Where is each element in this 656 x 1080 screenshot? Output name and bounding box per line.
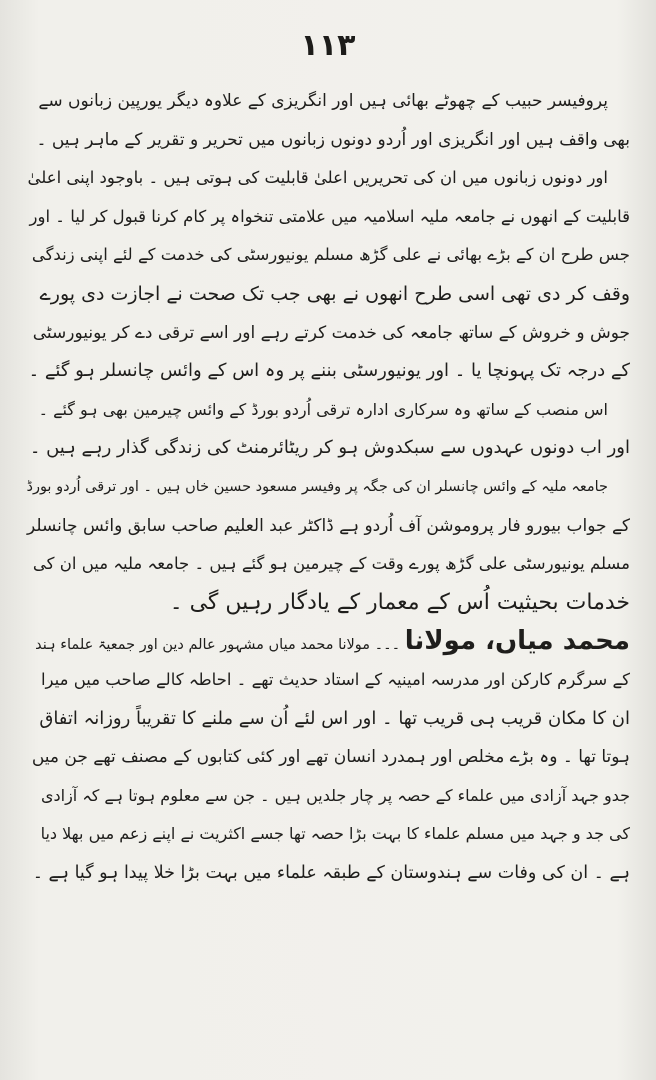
entry-heading: محمد میاں، مولانا [404,626,630,657]
text-line: ان کا مکان قریب ہی قریب تھا ۔ اور اس لئے اُن سے ملنے کا تقریباً روزانہ اتفاق [39,707,630,729]
text-line: اور دونوں زبانوں میں ان کی تحریریں اعلیٰ قابلیت کی ہوتی ہیں ۔ باوجود اپنی اعلیٰ [27,168,608,188]
text-line: اور اب دونوں عہدوں سے سبکدوش ہو کر ریٹائرمنٹ کی زندگی گذار رہے ہیں ۔ [29,437,630,459]
text-line: قابلیت کے انھوں نے جامعہ ملیہ اسلامیہ میں علامتی تنخواہ پر کام کرنا قبول کر لیا ۔ اور [29,206,630,226]
text-line: جوش و خروش کے ساتھ جامعہ کی خدمت کرتے رہے اور اسے ترقی دے کر یونیورسٹی [32,322,630,343]
text-line: کے جواب بیورو فار پروموشن آف اُردو ہے ڈاکٹر عبد العلیم صاحب سابق وائس چانسلر [26,515,630,536]
text-line: پروفیسر حبیب کے چھوٹے بھائی ہیں اور انگریزی کے علاوہ دیگر یورپین زبانوں سے [38,91,608,111]
text-line: ہوتا تھا ۔ وہ بڑے مخلص اور ہمدرد انسان تھے اور کئی کتابوں کے مصنف تھے جن میں [31,747,630,768]
text-line: کے درجہ تک پہونچا یا ۔ اور یونیورسٹی بننے پر وہ اس کے وائس چانسلر ہو گئے ۔ [28,360,630,382]
text-line: کے سرگرم کارکن اور مدرسہ امینیہ کے استاد حدیث تھے ۔ احاطہ کالے صاحب میں میرا [40,669,630,689]
text-line: کی جد و جہد میں مسلم علماء کا بہت بڑا حصہ تھا جسے اکثریت نے اپنے زعم میں بھلا دیا [40,824,630,844]
page-number: ۱۱۳ [300,28,356,63]
text-line: مسلم یونیورسٹی علی گڑھ پورے وقت کے چیرمین ہو گئے ہیں ۔ جامعہ ملیہ میں ان کی [32,554,630,574]
text-line: ہے ۔ ان کی وفات سے ہندوستان کے طبقہ علماء میں بہت بڑا خلا پیدا ہو گیا ہے ۔ [32,862,630,883]
entry-heading-rest: ۔۔۔ مولانا محمد میاں مشہور عالم دین اور جمعیۃ علماء ہند [35,637,405,654]
entry-heading-line [26,622,630,661]
page-body-text [26,82,630,892]
text-line: اس منصب کے ساتھ وہ سرکاری ادارہ ترقی اُردو بورڈ کے وائس چیرمین بھی ہو گئے ۔ [38,399,608,419]
text-line: جدو جہد آزادی میں علماء کے حصہ پر چار جلدیں ہیں ۔ جن سے معلوم ہوتا ہے کہ آزادی [40,785,630,805]
text-line: جامعہ ملیہ کے وائس چانسلر ان کی جگہ پر وفیسر مسعود حسین خاں ہیں ۔ اور ترقی اُردو بورڈ [26,478,608,495]
text-line: بھی واقف ہیں اور انگریزی اور اُردو دونوں زبانوں میں تحریر و تقریر کے ماہر ہیں ۔ [36,129,630,150]
text-line: وقف کر دی تھی اسی طرح انھوں نے بھی جب تک صحت نے اجازت دی پورے [39,282,630,305]
text-line: خدمات بحیثیت اُس کے معمار کے یادگار رہیں گی ۔ [169,589,630,615]
text-line: جس طرح ان کے بڑے بھائی نے علی گڑھ مسلم یونیورسٹی کی خدمت کے لئے اپنی زندگی [31,245,630,265]
